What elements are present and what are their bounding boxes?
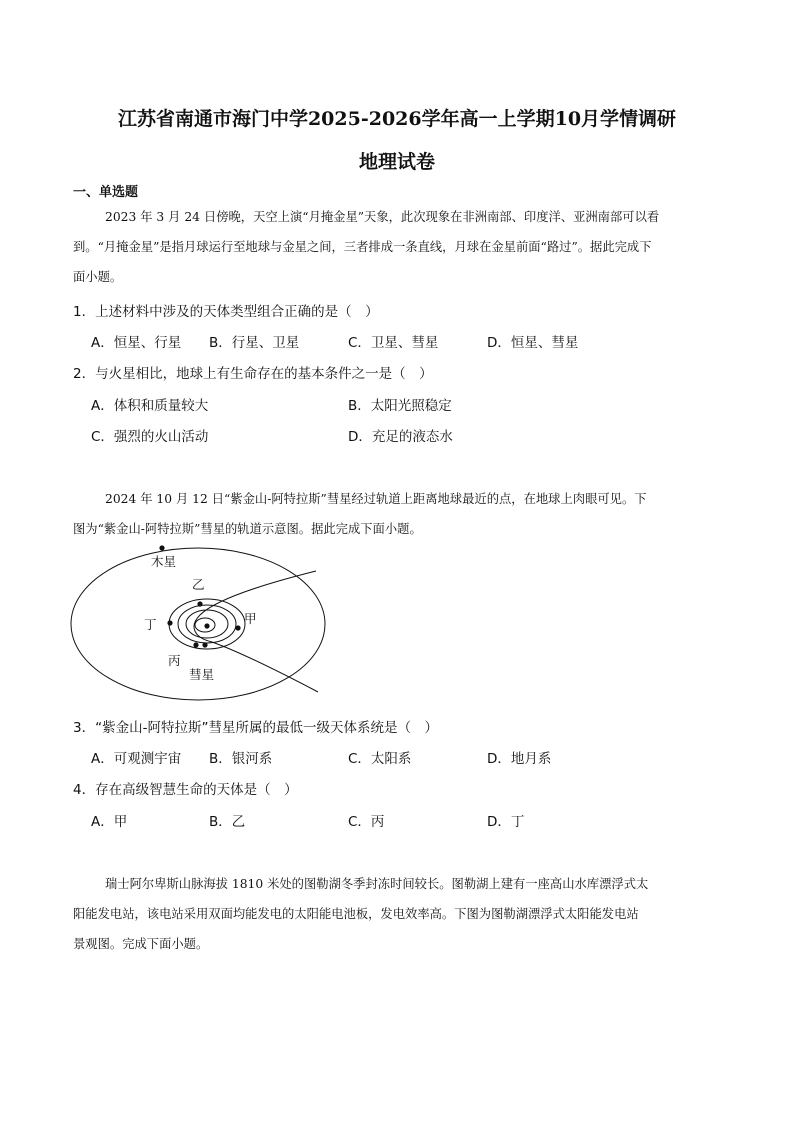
question-1-option-b[interactable]: B．行星、卫星 <box>209 335 300 351</box>
exam-title-line2: 地理试卷 <box>358 151 435 173</box>
comet-dot <box>202 642 207 647</box>
question-1-option-a[interactable]: A．恒星、行星 <box>91 335 182 351</box>
question-3-option-a[interactable]: A．可观测宇宙 <box>91 751 182 767</box>
question-4-option-a[interactable]: A．甲 <box>91 814 128 830</box>
passage3-line3: 景观图。完成下面小题。 <box>73 937 209 951</box>
label-ding: 丁 <box>144 617 157 632</box>
passage1-line2: 到。“月掩金星”是指月球运行至地球与金星之间，三者排成一条直线，月球在金星前面“路过”。据此完成下 <box>73 240 652 254</box>
question-4-option-d[interactable]: D．丁 <box>487 814 525 830</box>
question-3-option-d[interactable]: D．地月系 <box>487 751 552 767</box>
question-1-stem: 1．上述材料中涉及的天体类型组合正确的是（ ） <box>73 304 379 320</box>
question-2-option-a[interactable]: A．体积和质量较大 <box>91 398 209 414</box>
section-heading: 一、单选题 <box>73 185 139 200</box>
passage3-line2: 阳能发电站，该电站采用双面均能发电的太阳能电池板，发电效率高。下图为图勒湖漂浮式太阳能发电站 <box>73 907 639 921</box>
sun-dot <box>204 623 209 628</box>
label-bing: 丙 <box>168 653 181 668</box>
label-yi: 乙 <box>192 577 205 592</box>
planet-yi-dot <box>197 601 202 606</box>
planet-jia-dot <box>235 625 240 630</box>
question-4-option-b[interactable]: B．乙 <box>209 814 246 830</box>
jupiter-dot <box>159 545 164 550</box>
label-jia: 甲 <box>244 611 257 626</box>
planet-ding-dot <box>167 620 172 625</box>
question-3-stem: 3．“紫金山-阿特拉斯”彗星所属的最低一级天体系统是（ ） <box>73 720 438 736</box>
question-3-option-b[interactable]: B．银河系 <box>209 751 273 767</box>
passage1-line1: 2023 年 3 月 24 日傍晚，天空上演“月掩金星”天象，此次现象在非洲南部、印度洋、亚洲南部可以看 <box>105 210 660 224</box>
passage2-line2: 图为“紫金山-阿特拉斯”彗星的轨道示意图。据此完成下面小题。 <box>73 522 422 536</box>
label-comet: 彗星 <box>189 667 215 682</box>
question-4-option-c[interactable]: C．丙 <box>348 814 385 830</box>
question-3-option-c[interactable]: C．太阳系 <box>348 751 412 767</box>
question-1-option-d[interactable]: D．恒星、彗星 <box>487 335 579 351</box>
question-4-stem: 4．存在高级智慧生命的天体是（ ） <box>73 782 298 798</box>
planet-bing-dot <box>193 642 198 647</box>
question-2-option-b[interactable]: B．太阳光照稳定 <box>348 398 452 414</box>
question-1-option-c[interactable]: C．卫星、彗星 <box>348 335 439 351</box>
question-2-stem: 2．与火星相比，地球上有生命存在的基本条件之一是（ ） <box>73 366 433 382</box>
passage1-line3: 面小题。 <box>73 270 123 284</box>
exam-title-line1: 江苏省南通市海门中学2025-2026学年高一上学期10月学情调研 <box>117 108 677 130</box>
passage2-line1: 2024 年 10 月 12 日“紫金山-阿特拉斯”彗星经过轨道上距离地球最近的点，在地球上肉眼可见。下 <box>105 492 647 506</box>
question-2-option-c[interactable]: C．强烈的火山活动 <box>91 429 209 445</box>
passage3-line1: 瑞士阿尔卑斯山脉海拔 1810 米处的图勒湖冬季封冻时间较长。图勒湖上建有一座高山水库漂浮式太 <box>105 877 649 891</box>
label-jupiter: 木星 <box>151 554 177 569</box>
question-2-option-d[interactable]: D．充足的液态水 <box>348 429 453 445</box>
